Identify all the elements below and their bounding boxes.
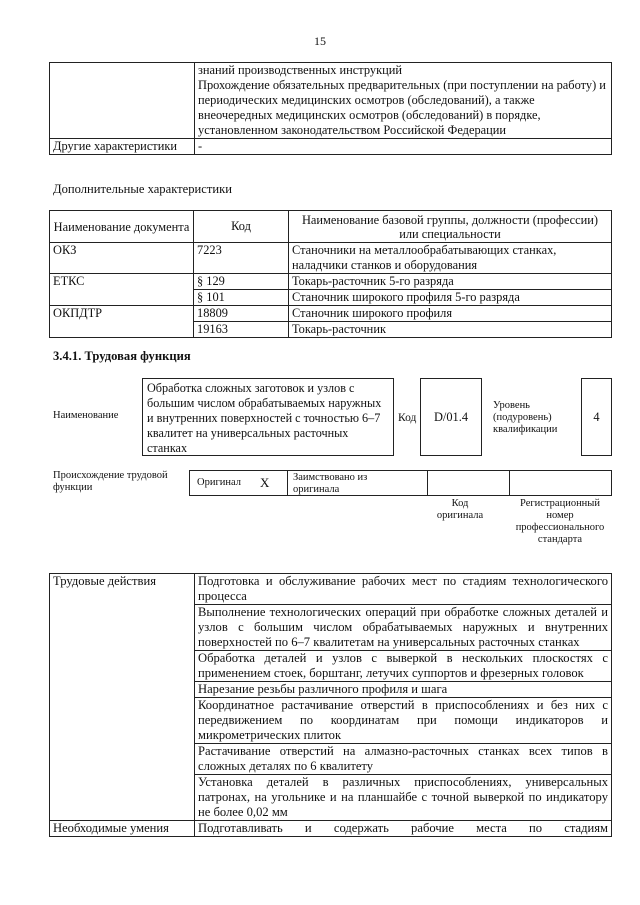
original-label: Оригинал bbox=[197, 477, 241, 488]
level-box bbox=[581, 378, 612, 456]
code-cell: 19163 bbox=[194, 322, 289, 338]
origin-row bbox=[189, 470, 612, 496]
other-label: Другие характеристики bbox=[50, 139, 195, 155]
name-cell: Токарь-расточник 5-го разряда bbox=[289, 274, 612, 290]
action-item: Обработка деталей и узлов с выверкой в нескольких плоскостях с применением стоек, борштанг, летучих суппортов и фрезерных головок bbox=[195, 651, 612, 682]
col-code-header: Код bbox=[194, 211, 289, 243]
skills-first: Подготавливать и содержать рабочие места по стадиям bbox=[195, 821, 612, 837]
name-value: Обработка сложных заготовок и узлов с большим числом обрабатываемых наружных и внутренних поверхностей с точностью 6–7 квалитет на универсальных расточных станках bbox=[147, 381, 382, 455]
code-orig-label: Код оригинала bbox=[436, 498, 484, 521]
code-cell: § 101 bbox=[194, 290, 289, 306]
doc-cell: ОКЗ bbox=[50, 243, 194, 274]
action-item: Выполнение технологических операций при обработке сложных деталей и узлов с большим числом обрабатываемых наружных и внутренних поверхностей по 6–7 квалитетам на универсальных расточных станках bbox=[195, 605, 612, 651]
continued-line: знаний производственных инструкций bbox=[198, 63, 403, 77]
action-item: Координатное растачивание отверстий в приспособлениях и без них с передвижением по координатам при помощи индикаторов и микрометрических плиток bbox=[195, 698, 612, 744]
doc-cell: ОКПДТР bbox=[50, 306, 194, 338]
col-doc-header: Наименование документа bbox=[50, 211, 194, 243]
additional-table bbox=[49, 210, 612, 338]
code-cell: 18809 bbox=[194, 306, 289, 322]
name-label: Наименование bbox=[53, 410, 119, 421]
skills-label: Необходимые умения bbox=[50, 821, 195, 837]
original-mark: X bbox=[260, 475, 270, 490]
other-value: - bbox=[195, 139, 612, 155]
function-heading: 3.4.1. Трудовая функция bbox=[53, 349, 191, 363]
code-value: D/01.4 bbox=[433, 409, 469, 424]
code-label: Код bbox=[398, 412, 417, 424]
action-item: Нарезание резьбы различного профиля и шага bbox=[195, 682, 612, 698]
code-cell: 7223 bbox=[194, 243, 289, 274]
reg-number-label: Регистрационный номер профессионального стандарта bbox=[515, 498, 605, 545]
top-table bbox=[49, 62, 612, 155]
origin-label: Происхождение трудовой функции bbox=[53, 470, 168, 493]
col-name-header: Наименование базовой группы, должности (профессии) или специальности bbox=[289, 211, 612, 243]
name-cell: Станочник широкого профиля 5-го разряда bbox=[289, 290, 612, 306]
name-cell: Станочник широкого профиля bbox=[289, 306, 612, 322]
level-value: 4 bbox=[593, 409, 600, 424]
action-item: Установка деталей в различных приспособлениях, универсальных патронах, на угольнике и на планшайбе с точной выверкой по индикатору не более 0,02 мм bbox=[195, 775, 612, 821]
code-cell: § 129 bbox=[194, 274, 289, 290]
name-box bbox=[142, 378, 394, 456]
action-item: Подготовка и обслуживание рабочих мест по стадиям технологического процесса bbox=[195, 574, 612, 605]
level-label: Уровень (подуровень) квалификации bbox=[493, 400, 558, 435]
code-box bbox=[420, 378, 482, 456]
continued-line: Прохождение обязательных предварительных (при поступлении на работу) и периодических медицинских осмотров (обследований), а также внеочередных медицинских осмотров (обследований) в порядке, установленном законодательством Российской Федерации bbox=[198, 78, 606, 137]
additional-heading: Дополнительные характеристики bbox=[53, 182, 232, 196]
actions-table bbox=[49, 573, 612, 837]
page-number: 15 bbox=[314, 34, 326, 48]
doc-cell: ЕТКС bbox=[50, 274, 194, 306]
actions-label: Трудовые действия bbox=[50, 574, 195, 821]
action-item: Растачивание отверстий на алмазно-расточных станках всех типов в сложных деталях по 6 квалитету bbox=[195, 744, 612, 775]
borrowed-label: Заимствовано из оригинала bbox=[293, 472, 368, 495]
name-cell: Токарь-расточник bbox=[289, 322, 612, 338]
name-cell: Станочники на металлообрабатывающих станках, наладчики станков и оборудования bbox=[289, 243, 612, 274]
